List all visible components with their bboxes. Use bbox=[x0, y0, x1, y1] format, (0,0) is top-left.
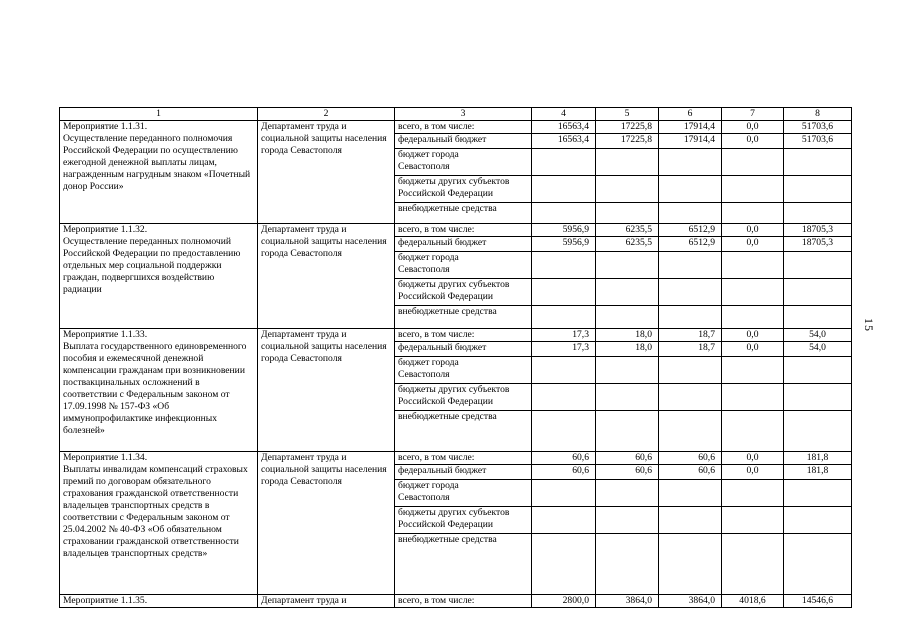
value-cell: 18,0 bbox=[596, 329, 659, 342]
value-cell bbox=[659, 357, 722, 384]
header-cell: 1 bbox=[60, 108, 258, 121]
value-cell: 60,6 bbox=[659, 465, 722, 480]
value-cell: 18,7 bbox=[659, 329, 722, 342]
value-cell: 0,0 bbox=[722, 329, 784, 342]
measure-executor: Департамент труда и социальной защиты населения города Севастополя bbox=[258, 224, 395, 329]
value-cell bbox=[532, 384, 596, 411]
funding-source: бюджеты других субъектов Российской Федерации bbox=[395, 507, 532, 534]
value-cell: 60,6 bbox=[596, 452, 659, 465]
measure-title: Мероприятие 1.1.35. bbox=[60, 595, 258, 608]
header-cell: 2 bbox=[258, 108, 395, 121]
value-cell bbox=[722, 534, 784, 595]
value-cell bbox=[659, 149, 722, 176]
value-cell bbox=[784, 203, 852, 224]
value-cell: 6512,9 bbox=[659, 237, 722, 252]
value-cell bbox=[532, 176, 596, 203]
value-cell: 60,6 bbox=[532, 465, 596, 480]
value-cell bbox=[596, 534, 659, 595]
value-cell bbox=[532, 480, 596, 507]
value-cell bbox=[784, 252, 852, 279]
value-cell bbox=[722, 357, 784, 384]
value-cell bbox=[596, 203, 659, 224]
value-cell: 17,3 bbox=[532, 329, 596, 342]
value-cell: 18705,3 bbox=[784, 224, 852, 237]
value-cell bbox=[722, 384, 784, 411]
value-cell: 18,0 bbox=[596, 342, 659, 357]
value-cell bbox=[532, 279, 596, 306]
measure-title: Мероприятие 1.1.33. Выплата государственного единовременного пособия и ежемесячной денежной компенсации гражданам при возникновении поствакцинальных осложнений в соответствии с Федеральным законом от 17.09.1998 № 157-ФЗ «Об иммунопрофилактике инфекционных болезней» bbox=[60, 329, 258, 452]
value-cell: 18,7 bbox=[659, 342, 722, 357]
value-cell bbox=[722, 149, 784, 176]
value-cell bbox=[532, 149, 596, 176]
value-cell: 16563,4 bbox=[532, 134, 596, 149]
value-cell bbox=[532, 252, 596, 279]
value-cell: 0,0 bbox=[722, 237, 784, 252]
value-cell: 54,0 bbox=[784, 342, 852, 357]
funding-source: всего, в том числе: bbox=[395, 452, 532, 465]
value-cell bbox=[659, 306, 722, 329]
header-cell: 6 bbox=[659, 108, 722, 121]
value-cell: 17,3 bbox=[532, 342, 596, 357]
value-cell bbox=[659, 411, 722, 452]
header-cell: 4 bbox=[532, 108, 596, 121]
value-cell bbox=[596, 480, 659, 507]
value-cell bbox=[784, 149, 852, 176]
funding-source: внебюджетные средства bbox=[395, 203, 532, 224]
value-cell bbox=[659, 480, 722, 507]
value-cell bbox=[722, 480, 784, 507]
value-cell: 6235,5 bbox=[596, 224, 659, 237]
value-cell bbox=[596, 357, 659, 384]
value-cell: 2800,0 bbox=[532, 595, 596, 608]
value-cell: 5956,9 bbox=[532, 237, 596, 252]
value-cell bbox=[784, 384, 852, 411]
value-cell: 0,0 bbox=[722, 134, 784, 149]
funding-source: бюджет города Севастополя bbox=[395, 480, 532, 507]
value-cell: 51703,6 bbox=[784, 121, 852, 134]
value-cell: 14546,6 bbox=[784, 595, 852, 608]
funding-source: внебюджетные средства bbox=[395, 411, 532, 452]
value-cell bbox=[659, 203, 722, 224]
measure-title: Мероприятие 1.1.31. Осуществление переданного полномочия Российской Федерации по осуществлению ежегодной денежной выплаты лицам, награжденным нагрудным знаком «Почетный донор России» bbox=[60, 121, 258, 224]
value-cell bbox=[659, 384, 722, 411]
value-cell: 60,6 bbox=[596, 465, 659, 480]
value-cell bbox=[659, 534, 722, 595]
funding-source: внебюджетные средства bbox=[395, 534, 532, 595]
funding-source: бюджеты других субъектов Российской Федерации bbox=[395, 176, 532, 203]
funding-row bbox=[60, 595, 852, 608]
page-number: 15 bbox=[862, 318, 876, 332]
measure-executor: Департамент труда и bbox=[258, 595, 395, 608]
funding-row bbox=[60, 452, 852, 465]
value-cell: 5956,9 bbox=[532, 224, 596, 237]
header-row bbox=[60, 108, 852, 121]
value-cell bbox=[784, 534, 852, 595]
value-cell: 6235,5 bbox=[596, 237, 659, 252]
value-cell bbox=[596, 384, 659, 411]
value-cell bbox=[532, 534, 596, 595]
funding-row bbox=[60, 121, 852, 134]
funding-source: внебюджетные средства bbox=[395, 306, 532, 329]
header-cell: 7 bbox=[722, 108, 784, 121]
value-cell bbox=[532, 306, 596, 329]
value-cell: 18705,3 bbox=[784, 237, 852, 252]
value-cell: 54,0 bbox=[784, 329, 852, 342]
value-cell: 16563,4 bbox=[532, 121, 596, 134]
funding-source: всего, в том числе: bbox=[395, 224, 532, 237]
value-cell bbox=[722, 507, 784, 534]
value-cell: 0,0 bbox=[722, 465, 784, 480]
value-cell bbox=[659, 279, 722, 306]
value-cell: 60,6 bbox=[532, 452, 596, 465]
value-cell bbox=[596, 411, 659, 452]
value-cell: 60,6 bbox=[659, 452, 722, 465]
funding-row bbox=[60, 329, 852, 342]
value-cell: 0,0 bbox=[722, 121, 784, 134]
value-cell bbox=[532, 203, 596, 224]
value-cell: 17225,8 bbox=[596, 121, 659, 134]
funding-source: всего, в том числе: bbox=[395, 121, 532, 134]
value-cell bbox=[784, 507, 852, 534]
value-cell bbox=[596, 176, 659, 203]
value-cell bbox=[596, 252, 659, 279]
header-cell: 3 bbox=[395, 108, 532, 121]
funding-source: федеральный бюджет bbox=[395, 342, 532, 357]
value-cell: 6512,9 bbox=[659, 224, 722, 237]
value-cell bbox=[659, 507, 722, 534]
value-cell bbox=[722, 279, 784, 306]
funding-source: бюджет города Севастополя bbox=[395, 252, 532, 279]
value-cell: 181,8 bbox=[784, 452, 852, 465]
value-cell: 17914,4 bbox=[659, 134, 722, 149]
value-cell bbox=[532, 357, 596, 384]
value-cell bbox=[722, 306, 784, 329]
value-cell: 0,0 bbox=[722, 452, 784, 465]
value-cell bbox=[722, 176, 784, 203]
value-cell: 3864,0 bbox=[596, 595, 659, 608]
value-cell: 0,0 bbox=[722, 224, 784, 237]
funding-source: бюджеты других субъектов Российской Федерации bbox=[395, 384, 532, 411]
value-cell: 0,0 bbox=[722, 342, 784, 357]
value-cell: 181,8 bbox=[784, 465, 852, 480]
measure-title: Мероприятие 1.1.32. Осуществление переданных полномочий Российской Федерации по предоставлению отдельных мер социальной поддержки граждан, подвергшихся воздействию радиации bbox=[60, 224, 258, 329]
measure-title: Мероприятие 1.1.34. Выплаты инвалидам компенсаций страховых премий по договорам обязательного страхования гражданской ответственности владельцев транспортных средств в соответствии с Федеральным законом от 25.04.2002 № 40-ФЗ «Об обязательном страховании гражданской ответственности владельцев транспортных средств» bbox=[60, 452, 258, 595]
value-cell: 17914,4 bbox=[659, 121, 722, 134]
value-cell bbox=[784, 411, 852, 452]
measure-executor: Департамент труда и социальной защиты населения города Севастополя bbox=[258, 121, 395, 224]
value-cell: 17225,8 bbox=[596, 134, 659, 149]
funding-row bbox=[60, 224, 852, 237]
value-cell bbox=[596, 507, 659, 534]
value-cell bbox=[596, 149, 659, 176]
value-cell bbox=[532, 507, 596, 534]
value-cell: 3864,0 bbox=[659, 595, 722, 608]
funding-source: всего, в том числе: bbox=[395, 595, 532, 608]
measure-executor: Департамент труда и социальной защиты населения города Севастополя bbox=[258, 329, 395, 452]
value-cell bbox=[784, 357, 852, 384]
funding-table bbox=[59, 107, 852, 608]
value-cell bbox=[722, 411, 784, 452]
header-cell: 5 bbox=[596, 108, 659, 121]
value-cell bbox=[659, 252, 722, 279]
value-cell: 51703,6 bbox=[784, 134, 852, 149]
value-cell bbox=[659, 176, 722, 203]
value-cell: 4018,6 bbox=[722, 595, 784, 608]
value-cell bbox=[784, 480, 852, 507]
funding-source: федеральный бюджет bbox=[395, 237, 532, 252]
value-cell bbox=[784, 279, 852, 306]
value-cell bbox=[532, 411, 596, 452]
measure-executor: Департамент труда и социальной защиты населения города Севастополя bbox=[258, 452, 395, 595]
value-cell bbox=[784, 306, 852, 329]
value-cell bbox=[722, 252, 784, 279]
value-cell bbox=[596, 279, 659, 306]
header-cell: 8 bbox=[784, 108, 852, 121]
funding-source: бюджет города Севастополя bbox=[395, 149, 532, 176]
value-cell bbox=[596, 306, 659, 329]
funding-source: всего, в том числе: bbox=[395, 329, 532, 342]
funding-source: бюджеты других субъектов Российской Федерации bbox=[395, 279, 532, 306]
funding-source: федеральный бюджет bbox=[395, 465, 532, 480]
value-cell bbox=[784, 176, 852, 203]
funding-source: федеральный бюджет bbox=[395, 134, 532, 149]
value-cell bbox=[722, 203, 784, 224]
funding-source: бюджет города Севастополя bbox=[395, 357, 532, 384]
